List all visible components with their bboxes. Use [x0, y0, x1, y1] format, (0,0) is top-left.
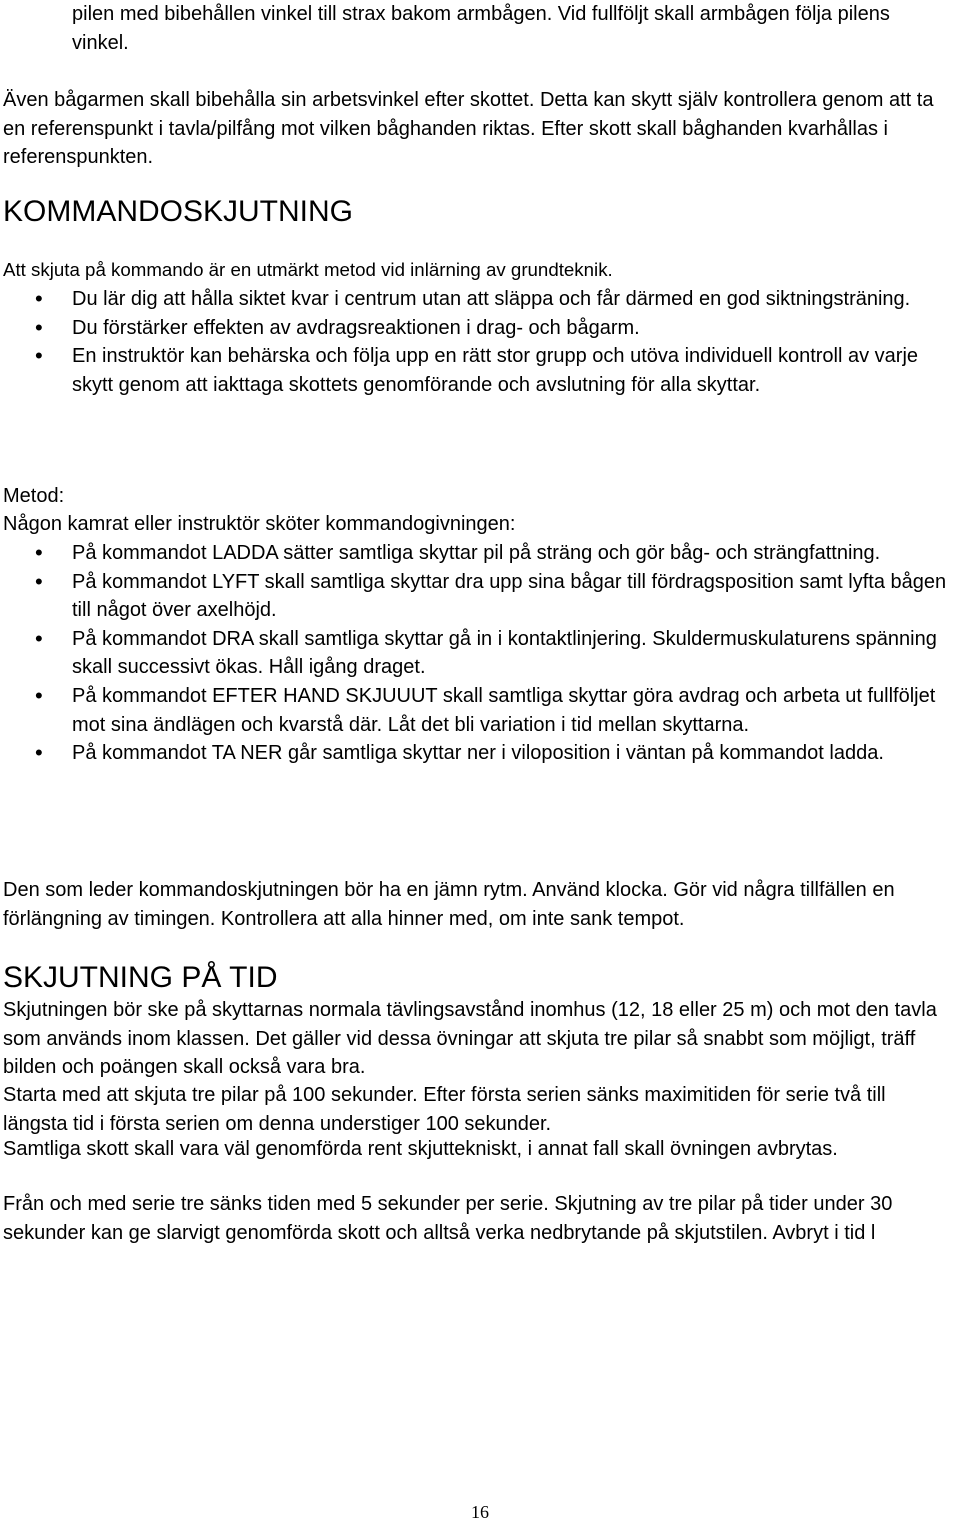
kommando-closing: Den som leder kommandoskjutningen bör ha en jämn rytm. Använd klocka. Gör vid några tillfällen en förlängning av timingen. Kontrollera att alla hinner med, om inte sank tempot. [3, 879, 895, 930]
tid-paragraph-2: Starta med att skjuta tre pilar på 100 sekunder. Efter första serien sänks maximitiden för serie två till längsta tid i första serien om denna understiger 100 sekunder. [3, 1084, 886, 1135]
metod-intro: Någon kamrat eller instruktör sköter kommandogivningen: [3, 513, 516, 535]
intro-continuation: pilen med bibehållen vinkel till strax bakom armbågen. Vid fullföljt skall armbågen följa pilens vinkel. [72, 3, 890, 54]
list-item: • På kommandot DRA skall samtliga skyttar gå in i kontaktlinjering. Skuldermuskulaturens spänning skall successivt ökas. Håll igång draget. [72, 625, 952, 682]
tid-paragraph-4: Från och med serie tre sänks tiden med 5 sekunder per serie. Skjutning av tre pilar på tider under 30 sekunder kan ge slarvigt genomförda skott och alltså verka nedbrytande på skjutstilen. Avbryt i tid l [3, 1193, 893, 1244]
page-number: 16 [471, 1502, 489, 1522]
heading-skjutning-pa-tid: SKJUTNING PÅ TID [3, 961, 278, 994]
intro-paragraph: Även bågarmen skall bibehålla sin arbetsvinkel efter skottet. Detta kan skytt själv kontrollera genom att ta en referenspunkt i tavla/pilfång mot vilken båghanden riktas. Efter skott skall båghanden kvarhållas i referenspunkten. [3, 89, 934, 169]
list-item: • Du förstärker effekten av avdragsreaktionen i drag- och bågarm. [72, 314, 952, 343]
list-item: • På kommandot LYFT skall samtliga skyttar dra upp sina bågar till fördragsposition samt lyfta bågen till något över axelhöjd. [72, 568, 952, 625]
list-item: • På kommandot LADDA sätter samtliga skyttar pil på sträng och gör båg- och strängfattning. [72, 539, 952, 568]
list-item: • Du lär dig att hålla siktet kvar i centrum utan att släppa och får därmed en god siktningsträning. [72, 285, 952, 314]
command-list [72, 539, 952, 768]
kommando-benefits-list [72, 285, 952, 399]
tid-paragraph-1: Skjutningen bör ske på skyttarnas normala tävlingsavstånd inomhus (12, 18 eller 25 m) och mot den tavla som används inom klassen. Det gäller vid dessa övningar att skjuta tre pilar så snabbt som möjligt, träff bilden och poängen skall också vara bra. [3, 999, 937, 1079]
metod-label: Metod: [3, 485, 65, 507]
tid-paragraph-3: Samtliga skott skall vara väl genomförda rent skjuttekniskt, i annat fall skall övningen avbrytas. [3, 1138, 838, 1160]
list-item: • På kommandot EFTER HAND SKJUUUT skall samtliga skyttar göra avdrag och arbeta ut fullföljet mot sina ändlägen och kvarstå där. Låt det bli variation i tid mellan skyttarna. [72, 682, 952, 739]
list-item: • På kommandot TA NER går samtliga skyttar ner i viloposition i väntan på kommandot ladda. [72, 739, 952, 768]
heading-kommandoskjutning: KOMMANDOSKJUTNING [3, 195, 354, 228]
kommando-lead: Att skjuta på kommando är en utmärkt metod vid inlärning av grundteknik. [3, 259, 613, 280]
list-item: • En instruktör kan behärska och följa upp en rätt stor grupp och utöva individuell kontroll av varje skytt genom att iakttaga skottets genomförande och avslutning för alla skyttar. [72, 342, 952, 399]
